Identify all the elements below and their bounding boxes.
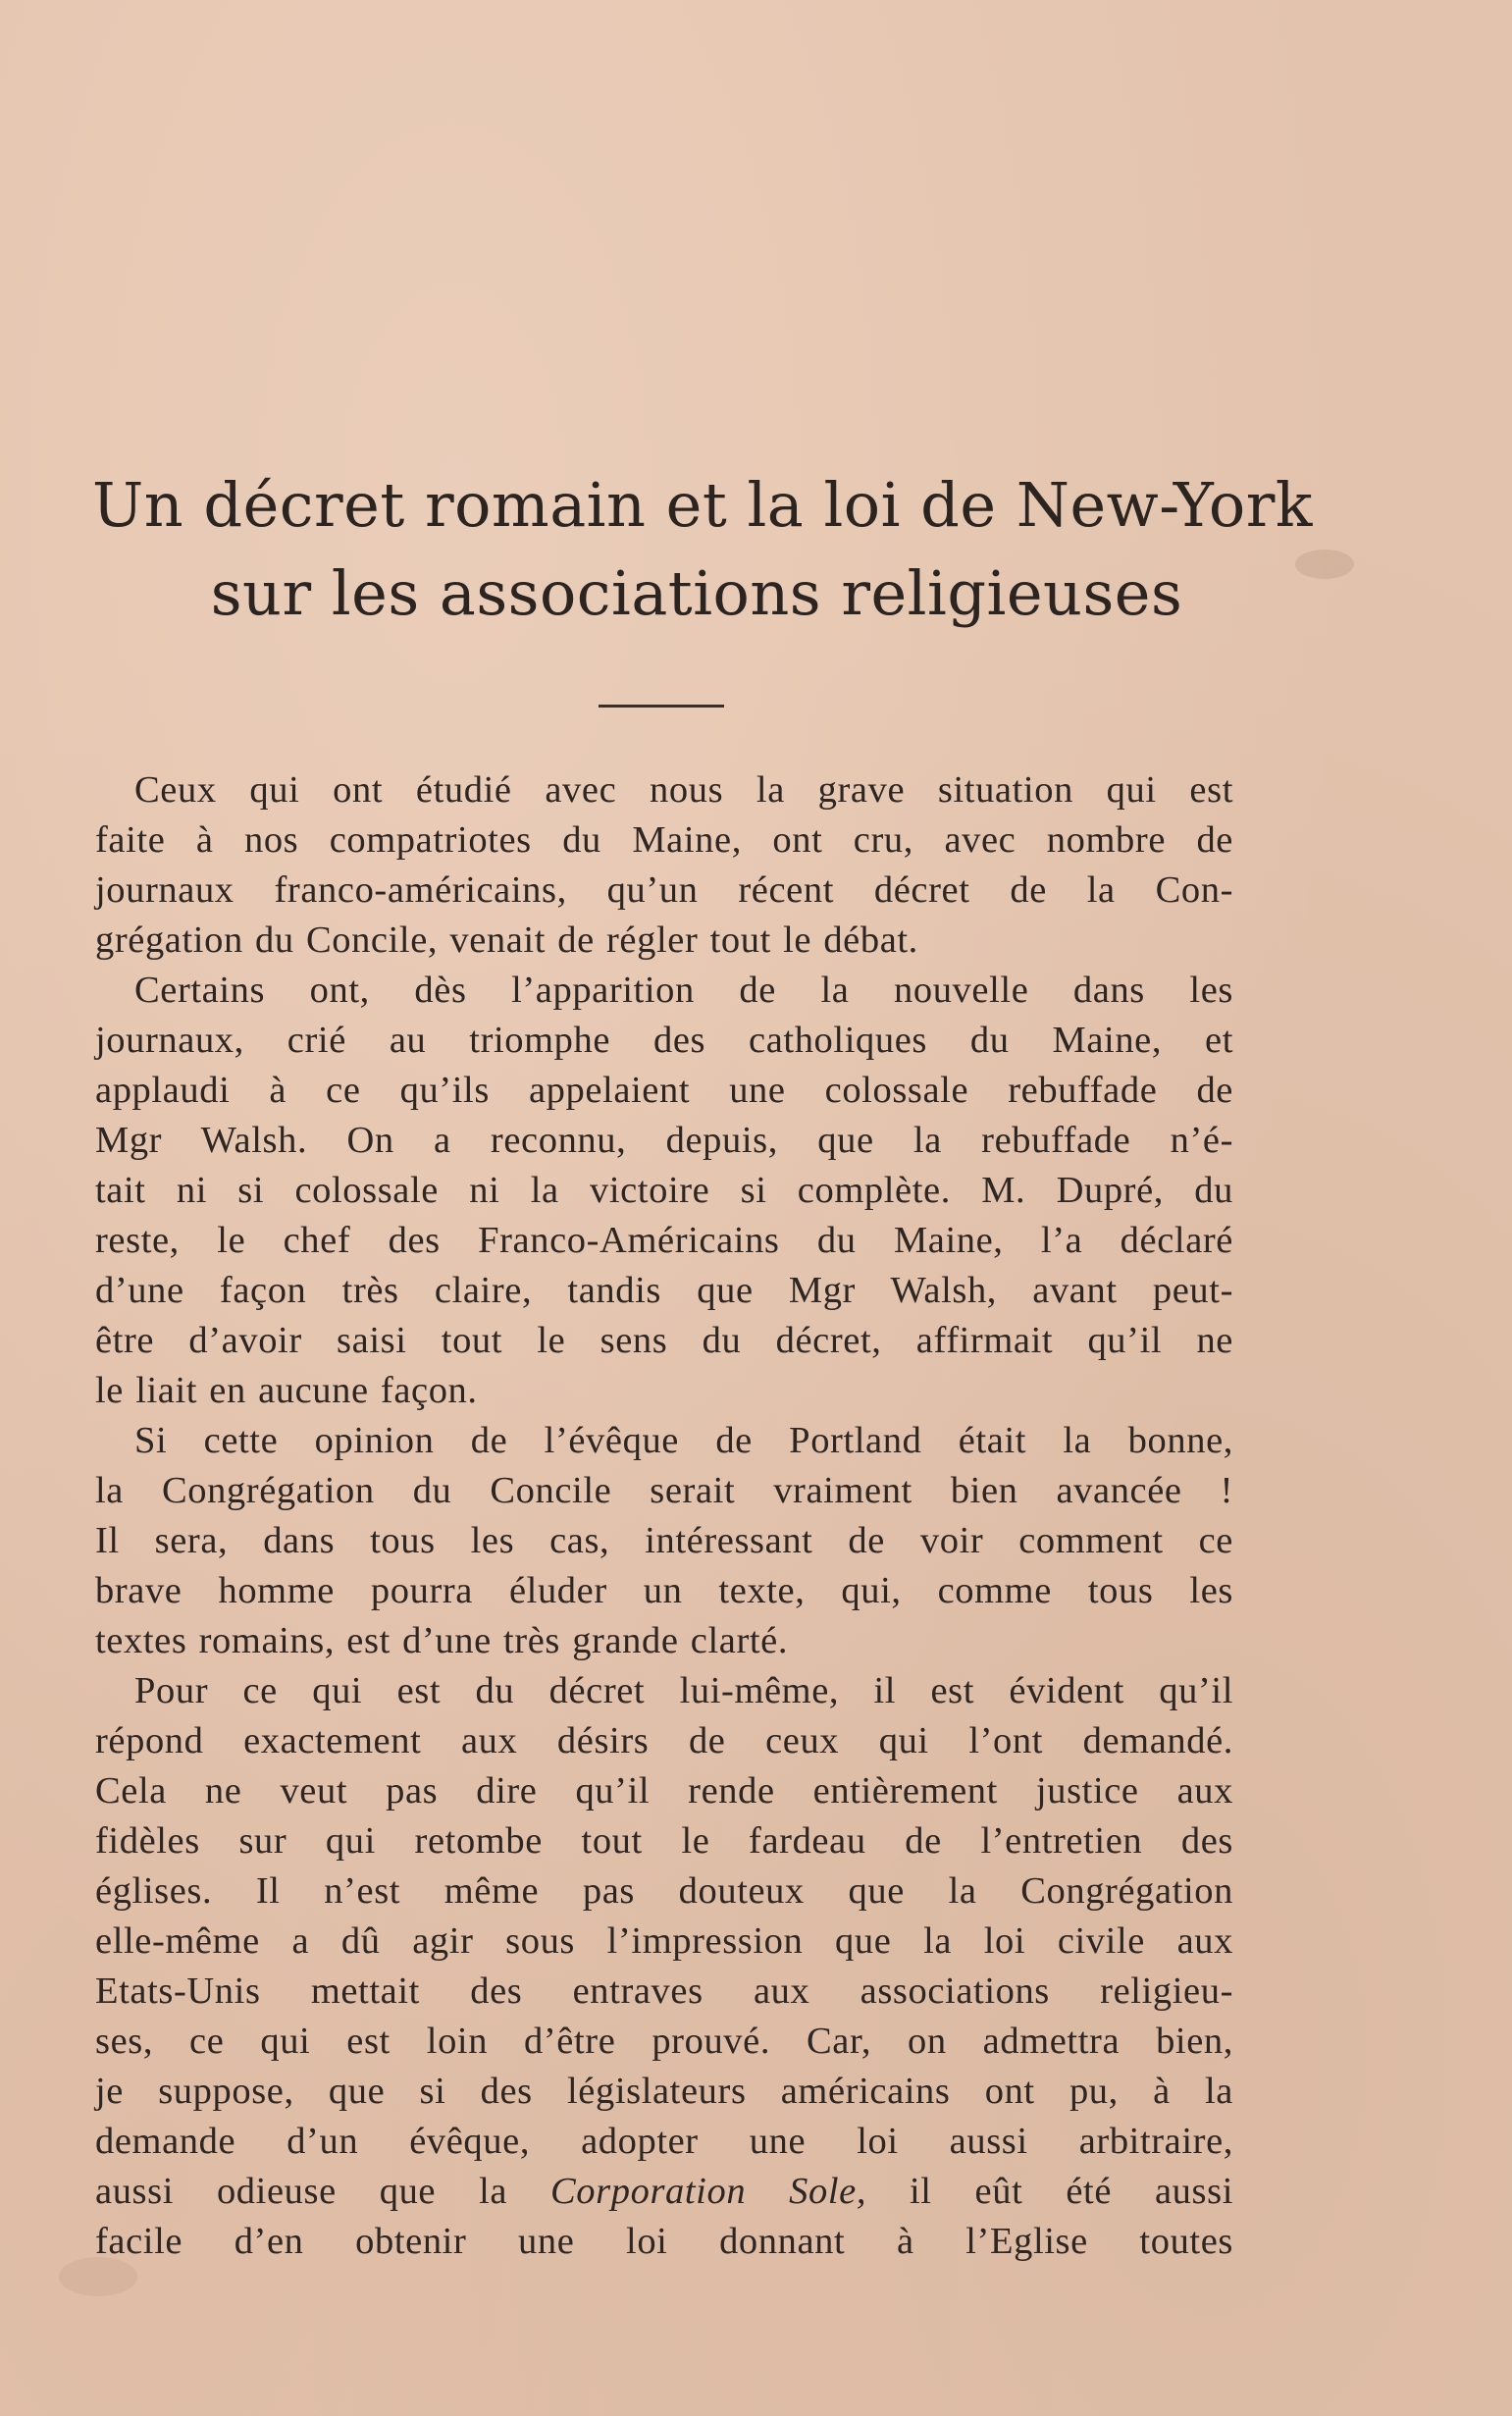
paragraph	[95, 1416, 1233, 1666]
text-line: d’une façon très claire, tandis que Mgr Walsh, avant peut-	[95, 1270, 1233, 1311]
text-line: Mgr Walsh. On a reconnu, depuis, que la rebuffade n’é-	[95, 1120, 1233, 1161]
text-line: applaudi à ce qu’ils appelaient une colossale rebuffade de	[95, 1070, 1233, 1111]
text-line: Ceux qui ont étudié avec nous la grave situation qui est	[134, 769, 1233, 811]
title-line-2: sur les associations religieuses	[210, 557, 1183, 629]
text-line: brave homme pourra éluder un texte, qui, comme tous les	[95, 1570, 1233, 1611]
text-line: journaux franco-américains, qu’un récent décret de la Con-	[95, 869, 1233, 911]
text-line: fidèles sur qui retombe tout le fardeau de l’entretien des	[95, 1820, 1233, 1862]
text-line: facile d’en obtenir une loi donnant à l’Eglise toutes	[95, 2221, 1233, 2262]
title-divider	[599, 705, 724, 708]
text-line: Cela ne veut pas dire qu’il rende entièrement justice aux	[95, 1770, 1233, 1812]
title-line-1: Un décret romain et la loi de New-York	[92, 469, 1313, 541]
text-line: Si cette opinion de l’évêque de Portland était la bonne,	[134, 1420, 1233, 1461]
text-line: Etats-Unis mettait des entraves aux associations religieu-	[95, 1970, 1233, 2012]
text-line: elle-même a dû agir sous l’impression que la loi civile aux	[95, 1920, 1233, 1962]
text-line: grégation du Concile, venait de régler tout le débat.	[95, 919, 918, 961]
text-line: Il sera, dans tous les cas, intéressant de voir comment ce	[95, 1520, 1233, 1561]
text-line: demande d’un évêque, adopter une loi aussi arbitraire,	[95, 2121, 1233, 2162]
text-line: églises. Il n’est même pas douteux que la Congrégation	[95, 1870, 1233, 1912]
text-line: Certains ont, dès l’apparition de la nouvelle dans les	[134, 970, 1233, 1011]
text-line: reste, le chef des Franco-Américains du Maine, l’a déclaré	[95, 1220, 1233, 1261]
text-line: répond exactement aux désirs de ceux qui l’ont demandé.	[95, 1720, 1233, 1761]
article-body	[95, 765, 1233, 2267]
text-line: aussi odieuse que la Corporation Sole, il eût été aussi	[95, 2171, 1233, 2212]
text-line: textes romains, est d’une très grande clarté.	[95, 1620, 789, 1661]
italic-term: Corporation Sole,	[550, 2171, 867, 2212]
text-line: le liait en aucune façon.	[95, 1370, 478, 1411]
article-title	[88, 461, 1313, 638]
paragraph	[95, 1666, 1233, 2267]
text-line: faite à nos compatriotes du Maine, ont cru, avec nombre de	[95, 819, 1233, 861]
text-line: journaux, crié au triomphe des catholiques du Maine, et	[95, 1020, 1233, 1061]
text-line: tait ni si colossale ni la victoire si complète. M. Dupré, du	[95, 1170, 1233, 1211]
text-line: ses, ce qui est loin d’être prouvé. Car, on admettra bien,	[95, 2021, 1233, 2062]
paragraph	[95, 966, 1233, 1416]
text-line: être d’avoir saisi tout le sens du décret, affirmait qu’il ne	[95, 1320, 1233, 1361]
text-line: je suppose, que si des législateurs américains ont pu, à la	[95, 2071, 1233, 2112]
paragraph	[95, 765, 1233, 966]
text-line: la Congrégation du Concile serait vraiment bien avancée !	[95, 1470, 1233, 1511]
paper-stain	[1295, 550, 1354, 579]
text-line: Pour ce qui est du décret lui-même, il est évident qu’il	[134, 1670, 1233, 1711]
